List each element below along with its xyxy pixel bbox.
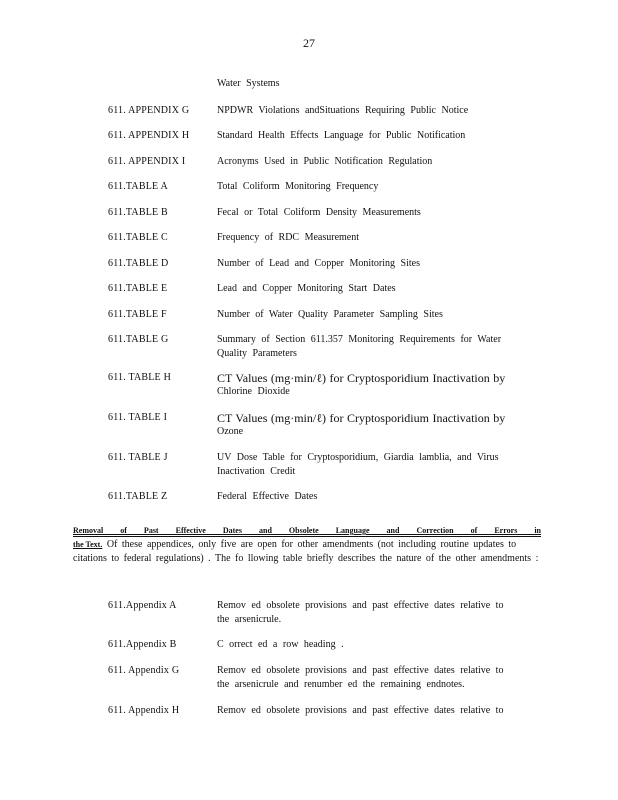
paragraph-heading: Removal of Past Effective Dates and Obsolete Language and Correction of Errors in xyxy=(73,526,541,535)
item-label: 611. TABLE H xyxy=(108,372,171,383)
item-description-line2: the arsenicrule and renumber ed the remaining endnotes. xyxy=(217,679,465,690)
item-label: 611. TABLE I xyxy=(108,412,168,423)
item-description xyxy=(217,411,529,438)
item-label: 611. APPENDIX I xyxy=(108,156,186,167)
item-description: Number of Lead and Copper Monitoring Sites xyxy=(217,258,420,269)
item-label: 611.Appendix A xyxy=(108,600,177,611)
item-description xyxy=(217,451,529,479)
item-label: 611.Appendix B xyxy=(108,639,177,650)
item-description xyxy=(217,371,529,398)
item-description: Frequency of RDC Measurement xyxy=(217,232,360,243)
item-description-line1: UV Dose Table for Cryptosporidium, Giardia lamblia, and Virus xyxy=(217,452,499,463)
item-description-line2: the arsenicrule. xyxy=(217,614,282,625)
item-label: 611. Appendix H xyxy=(108,705,180,716)
item-description: Number of Water Quality Parameter Sampling Sites xyxy=(217,309,443,320)
item-description: Standard Health Effects Language for Public Notification xyxy=(217,130,466,141)
item-label: 611. APPENDIX G xyxy=(108,105,190,116)
item-label: 611.TABLE A xyxy=(108,181,168,192)
item-label: 611.TABLE C xyxy=(108,232,168,243)
item-description xyxy=(217,333,529,361)
item-description: Lead and Copper Monitoring Start Dates xyxy=(217,283,396,294)
item-description: Acronyms Used in Public Notification Regulation xyxy=(217,156,433,167)
item-description xyxy=(217,664,529,692)
item-description-line1: Summary of Section 611.357 Monitoring Requirements for Water xyxy=(217,334,502,345)
paragraph-heading-tail: the Text. xyxy=(73,540,103,549)
item-label: 611.TABLE G xyxy=(108,334,169,345)
item-description: Total Coliform Monitoring Frequency xyxy=(217,181,379,192)
item-description-line2: Ozone xyxy=(217,426,244,437)
item-description: Remov ed obsolete provisions and past effective dates relative to xyxy=(217,705,504,716)
continuation-text: Water Systems xyxy=(217,78,280,89)
heading-rule xyxy=(73,536,541,537)
item-label: 611.TABLE B xyxy=(108,207,168,218)
item-label: 611.TABLE F xyxy=(108,309,167,320)
item-label: 611. Appendix G xyxy=(108,665,180,676)
item-label: 611. APPENDIX H xyxy=(108,130,190,141)
item-description: C orrect ed a row heading . xyxy=(217,639,344,650)
item-description-line1: Remov ed obsolete provisions and past effective dates relative to xyxy=(217,600,504,611)
item-description: Federal Effective Dates xyxy=(217,491,318,502)
item-description xyxy=(217,599,529,627)
item-description-line1: CT Values (mg·min/ℓ) for Cryptosporidium Inactivation by xyxy=(217,411,506,425)
item-description-line2: Chlorine Dioxide xyxy=(217,386,290,397)
item-description-line2: Inactivation Credit xyxy=(217,466,296,477)
amendments-paragraph xyxy=(73,524,541,566)
item-description: Fecal or Total Coliform Density Measurements xyxy=(217,207,421,218)
item-description-line1: Remov ed obsolete provisions and past effective dates relative to xyxy=(217,665,504,676)
item-label: 611.TABLE Z xyxy=(108,491,168,502)
paragraph-body: Of these appendices, only five are open for other amendments (not including routine updates to citations to federal regulations) . The fo llowing table briefly describes the nature of the other amendments : xyxy=(73,539,539,564)
item-label: 611.TABLE D xyxy=(108,258,169,269)
item-description-line1: CT Values (mg·min/ℓ) for Cryptosporidium Inactivation by xyxy=(217,371,506,385)
page-number: 27 xyxy=(303,36,315,50)
item-label: 611.TABLE E xyxy=(108,283,168,294)
item-description: NPDWR Violations andSituations Requiring Public Notice xyxy=(217,105,469,116)
item-label: 611. TABLE J xyxy=(108,452,168,463)
item-description-line2: Quality Parameters xyxy=(217,348,297,359)
